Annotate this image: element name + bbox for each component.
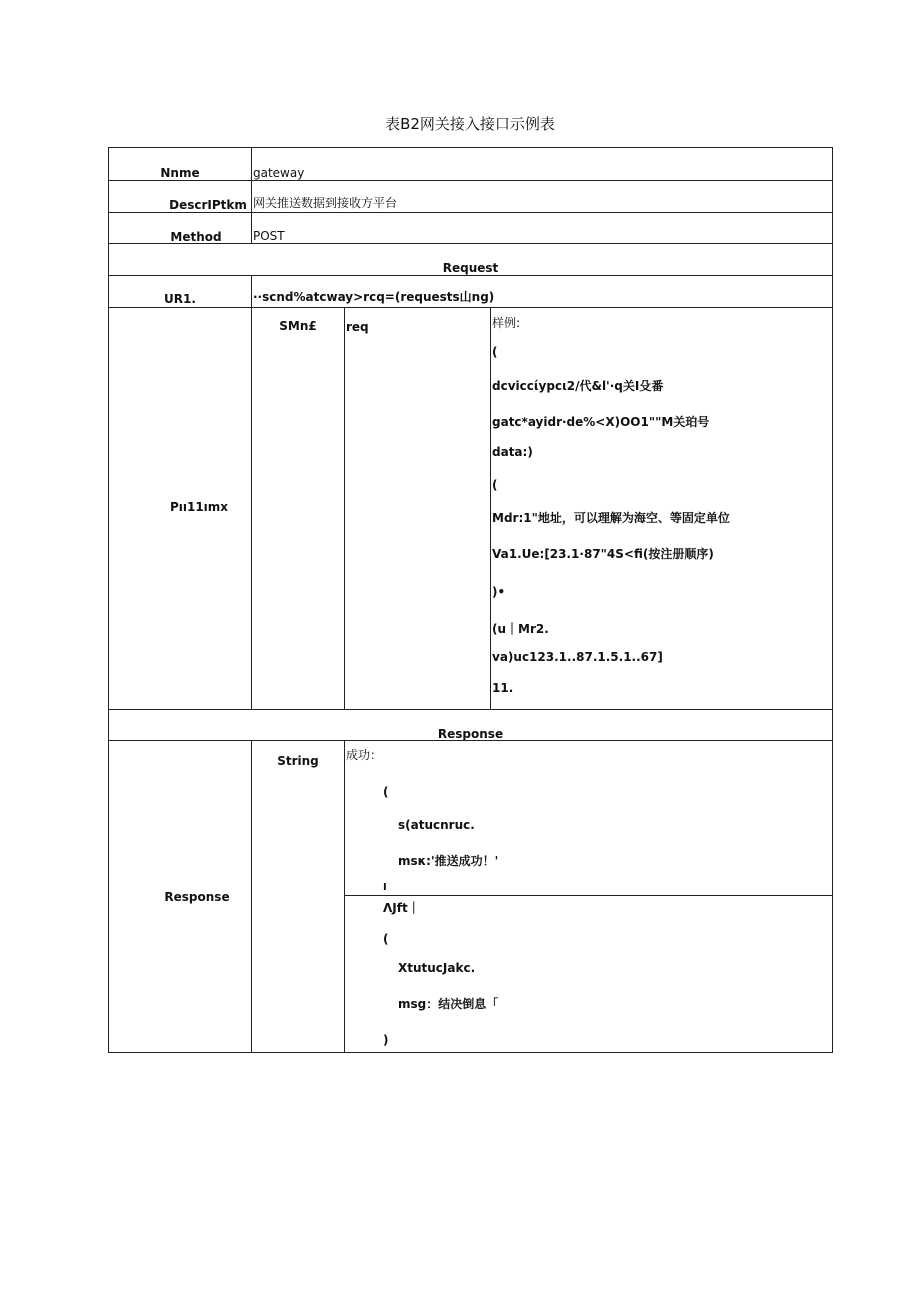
description-value: 网关推送数据到接收方平台 <box>253 196 398 210</box>
table-bottom <box>108 1052 833 1053</box>
param-type: SMn£ <box>279 319 317 333</box>
row-divider <box>108 147 833 148</box>
column-divider <box>344 307 345 710</box>
param-name: req <box>346 320 369 334</box>
example-line: gatc*ayidr·de%<X)OO1""M关珀号 <box>492 415 710 429</box>
example-line: )• <box>492 585 506 599</box>
fail-line: ) <box>383 1033 389 1047</box>
example-line: 样例: <box>492 316 521 330</box>
success-line: msκ:'推送成功！' <box>398 854 499 868</box>
method-value: POST <box>253 229 285 243</box>
page-title: 表B2网关接入接口示例表 <box>385 115 555 133</box>
row-divider <box>108 307 833 308</box>
method-label: Method <box>170 230 222 244</box>
success-line: I <box>383 882 387 893</box>
row-divider <box>108 180 833 181</box>
name-value: gateway <box>253 166 305 180</box>
success-line: 成功： <box>346 748 383 762</box>
url-value: ··scnd%atcway>rcq=(requests山ng) <box>253 290 495 304</box>
table-right-border <box>832 147 833 1053</box>
success-line: s(atucnruc. <box>398 818 475 832</box>
name-label: Nnme <box>160 166 200 180</box>
params-label: Pıı11ımx <box>169 500 229 514</box>
example-line: ( <box>492 478 498 492</box>
example-line: dcviccίypcι2/代&l'·q关I殳番 <box>492 379 664 393</box>
table-left-border <box>108 147 109 1053</box>
column-divider <box>251 275 252 710</box>
response-label: Response <box>164 890 230 904</box>
fail-line: msg：结决倒息「 <box>398 997 499 1011</box>
fail-line: ΛJft｜ <box>383 901 420 915</box>
success-line: ( <box>383 785 389 799</box>
example-line: Va1.Ue:[23.1·87"4S<fi(按注册顺序) <box>492 547 714 561</box>
response-type: String <box>277 754 319 768</box>
row-divider <box>108 212 833 213</box>
fail-line: ( <box>383 932 389 946</box>
fail-line: XtutucJakc. <box>398 961 476 975</box>
column-divider <box>490 307 491 710</box>
row-divider <box>108 709 833 710</box>
url-label: UR1. <box>164 292 196 306</box>
description-label: DescrIPtkm <box>169 198 247 212</box>
example-line: ( <box>492 345 498 359</box>
column-divider <box>344 740 345 1053</box>
response-divider <box>344 895 833 896</box>
response-section-header: Response <box>437 727 504 741</box>
example-line: Mdr:1"地址，可以理解为海空、等固定单位 <box>492 511 730 525</box>
example-line: va)uc123.1..87.1.5.1..67] <box>492 650 663 664</box>
request-section-header: Request <box>442 261 499 275</box>
example-line: (u｜Mr2. <box>492 622 549 636</box>
example-line: 11. <box>492 681 514 695</box>
example-line: data:) <box>492 445 533 459</box>
row-divider <box>108 275 833 276</box>
